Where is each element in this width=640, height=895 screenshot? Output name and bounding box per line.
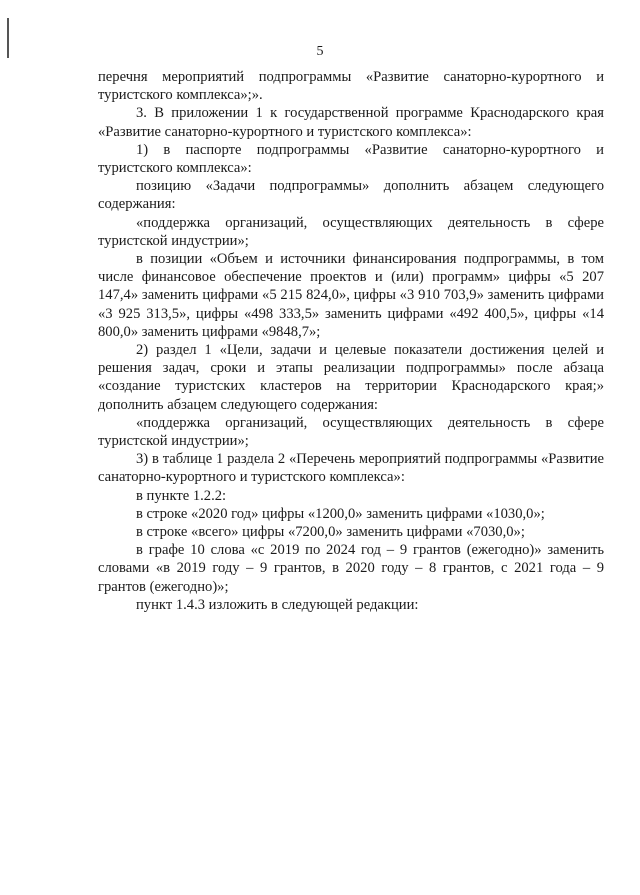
paragraph-6: в позиции «Объем и источники финансирования подпрограммы, в том числе финансовое обеспечение проектов и (или) программ» цифры «5 207 147,4» заменить цифрами «5 215 824,0», цифры «3 910 703,9» заменить цифрами «3 925 313,5», цифры «498 333,5» заменить цифрами «492 400,5», цифры «14 800,0» заменить цифрами «9848,7»; xyxy=(98,251,604,340)
document-body xyxy=(98,68,604,614)
paragraph-5: «поддержка организаций, осуществляющих деятельность в сфере туристской индустрии»; xyxy=(98,214,604,249)
paragraph-8: «поддержка организаций, осуществляющих деятельность в сфере туристской индустрии»; xyxy=(98,414,604,450)
paragraph-13: в графе 10 слова «с 2019 по 2024 год – 9 грантов (ежегодно)» заменить словами «в 2019 году – 9 грантов, в 2020 году – 8 грантов, с 2021 года – 9 грантов (ежегодно)»; xyxy=(98,542,604,595)
paragraph-2: 3. В приложении 1 к государственной программе Краснодарского края «Развитие санаторно-курортного и туристского комплекса»: xyxy=(98,105,604,140)
paragraph-4: позицию «Задачи подпрограммы» дополнить абзацем следующего содержания: xyxy=(98,178,604,213)
paragraph-3: 1) в паспорте подпрограммы «Развитие санаторно-курортного и туристского комплекса»: xyxy=(98,141,604,177)
paragraph-7: 2) раздел 1 «Цели, задачи и целевые показатели достижения целей и решения задач, сроки и этапы реализации подпрограммы» после абзаца «создание туристских кластеров на территории Краснодарского края;» дополнить абзацем следующего содержания: xyxy=(98,342,604,413)
paragraph-10: в пункте 1.2.2: xyxy=(136,487,227,504)
paragraph-11: в строке «2020 год» цифры «1200,0» заменить цифрами «1030,0»; xyxy=(136,505,545,522)
paragraph-1: перечня мероприятий подпрограммы «Развитие санаторно-курортного и туристского комплекса»;». xyxy=(98,69,604,104)
paragraph-12: в строке «всего» цифры «7200,0» заменить цифрами «7030,0»; xyxy=(136,524,525,541)
paragraph-9: 3) в таблице 1 раздела 2 «Перечень мероприятий подпрограммы «Развитие санаторно-курортного и туристского комплекса»: xyxy=(98,451,604,486)
paragraph-14: пункт 1.4.3 изложить в следующей редакции: xyxy=(136,596,419,613)
page-number: 5 xyxy=(316,44,324,59)
